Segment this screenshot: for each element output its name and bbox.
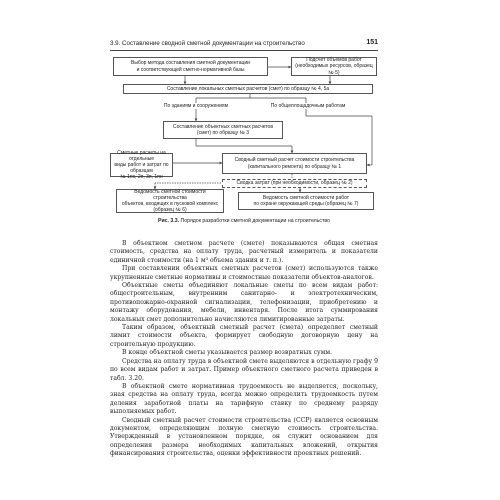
caption-label: Рис. 3.3. bbox=[158, 218, 180, 224]
box-separate-text: Сметные расчеты на отдельные виды работ и затрат по образцам № 1пс, 2п, 3п, 1пн bbox=[114, 149, 169, 181]
box-statement-env-text: Ведомость сметной стоимости работ по охране окружающей среды (образец № 7) bbox=[253, 194, 359, 207]
box-local-text: Составление локальных сметных расчетов (смет) по образцу № 4, 5а bbox=[166, 85, 330, 92]
label-general-works: По общеплощадочным работам bbox=[270, 103, 346, 109]
box-object-estimates bbox=[163, 121, 283, 139]
paragraph: Объектные сметы объединяют локальные сметы по всем видам работ: общестроительным, внутренним санитарно- и электротехническим, противопожарно-охранной сигнализации, телефонизации, приобретению и монтажу оборудования, мебели, инвентаря. После итога суммирования локальных смет дополнительно начисляются лимитированные затраты. bbox=[110, 282, 378, 323]
box-local-estimates bbox=[123, 84, 373, 94]
body-text bbox=[110, 240, 378, 459]
paragraph: Сводный сметный расчет стоимости строительства (ССР) является основным документом, определяющим полную сметную стоимость строительства. Утвержденный в установленном порядке, он служит основанием для определения размера необходимых капитальных вложений, открытия финансирования строительства, оценки эффективности проектных решений. bbox=[110, 416, 378, 458]
page-number: 151 bbox=[366, 39, 378, 46]
paragraph: Средства на оплату труда в объектной смете выделяются в отдельную графу 9 по всем видам работ и затрат. Пример объектного сметного расчета приведен в табл. 3.20. bbox=[110, 357, 378, 382]
box-summary-text: Сводный сметный расчет стоимости строительства (капитального ремонта) по образцу № 1 bbox=[234, 157, 355, 170]
box-volume-count bbox=[291, 57, 377, 76]
label-buildings: По зданиям и сооружениям bbox=[163, 103, 229, 109]
paragraph: В конце объектной сметы указывается размер возвратных сумм. bbox=[122, 349, 332, 357]
box-volumes-text: Подсчет объемов работ (необходимых ресурсов, образец № 5) bbox=[295, 57, 373, 76]
section-title: 3.9. Составление сводной сметной документации на строительство bbox=[110, 40, 305, 47]
box-method-selection bbox=[113, 57, 268, 76]
box-statement-objects bbox=[116, 189, 224, 213]
box-statement-objects-text: Ведомость сметной стоимости строительства объектов, входящих в пусковой комплекс (образец № 6) bbox=[121, 188, 219, 214]
box-object-text: Составление объектных сметных расчетов (смет) по образцу № 3 bbox=[172, 123, 273, 136]
box-statement-environment bbox=[238, 192, 374, 210]
paragraph: В объектном сметном расчете (смете) показываются общая сметная стоимость, средства на оплату труда, расчетный измеритель и показатели единичной стоимости (на 1 м³ объема здания и т. п.). bbox=[110, 240, 378, 264]
box-separate-estimates bbox=[110, 149, 173, 181]
paragraph: Таким образом, объектный сметный расчет (смета) определяет сметный лимит стоимости объекта, формирует свободную договорную цену на строительную продукцию. bbox=[110, 324, 378, 348]
caption-text: Порядок разработки сметной документации на строительство bbox=[180, 218, 330, 224]
box-costs-text: Сводка затрат (при необходимости, образец № 2) bbox=[236, 180, 353, 187]
box-cost-summary bbox=[222, 179, 367, 188]
paragraph: В объектной смете нормативная трудоемкость не выделяется, поскольку, зная средства на оплату труда, всегда можно определить трудоемкость путем деления заработной платы на тарифную ставку по среднему разряду выполняемых работ. bbox=[110, 382, 378, 416]
box-method-text: Выбор метода составления сметной документации и соответствующей сметно-нормативной базы bbox=[131, 60, 250, 73]
paragraph: При составлении объектных сметных расчетов (смет) используются также укрупненные сметные нормативы и стоимостные показатели объектов-аналогов. bbox=[110, 265, 378, 281]
box-summary-estimate bbox=[222, 153, 367, 174]
figure-caption bbox=[110, 218, 378, 224]
